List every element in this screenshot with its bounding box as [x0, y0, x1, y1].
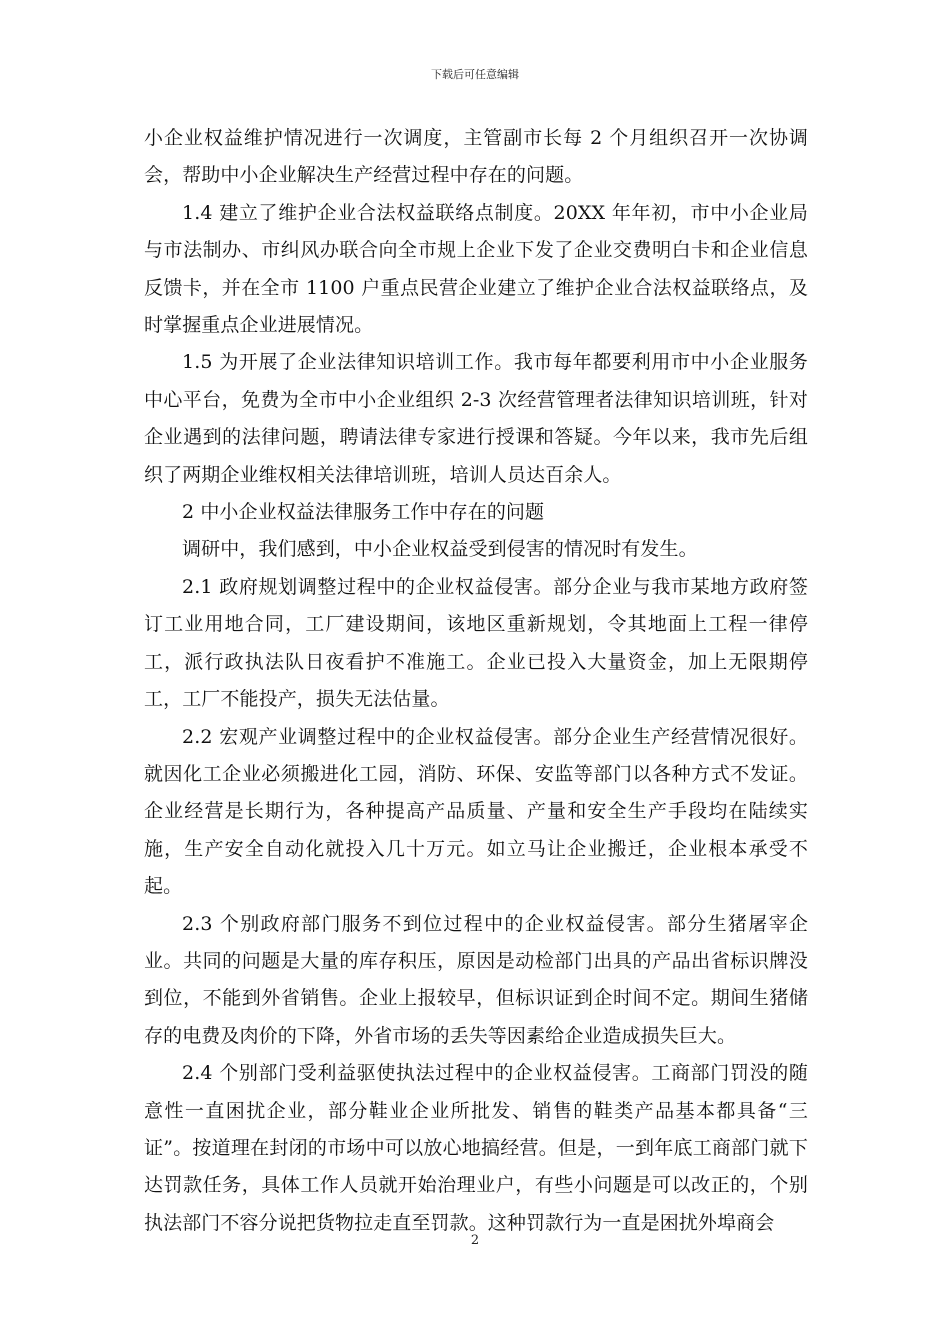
paragraph-1-5: 1.5 为开展了企业法律知识培训工作。我市每年都要利用市中小企业服务中心平台，免费为全市中小企业组织 2-3 次经营管理者法律知识培训班，针对企业遇到的法律问题，聘请法律专家进行授课和答疑。今年以来，我市先后组织了两期企业维权相关法律培训班，培训人员达百余人。 [144, 351, 808, 486]
page-header: 下载后可任意编辑 [431, 68, 519, 81]
paragraph-intro: 调研中，我们感到，中小企业权益受到侵害的情况时有发生。 [182, 538, 698, 561]
paragraph-2-1: 2.1 政府规划调整过程中的企业权益侵害。部分企业与我市某地方政府签订工业用地合同，工厂建设期间，该地区重新规划，令其地面上工程一律停工，派行政执法队日夜看护不准施工。企业已投入大量资金，加上无限期停工，工厂不能投产，损失无法估量。 [144, 575, 808, 711]
paragraph-2-4: 2.4 个别部门受利益驱使执法过程中的企业权益侵害。工商部门罚没的随意性一直困扰企业，部分鞋业企业所批发、销售的鞋类产品基本都具备“三证”。按道理在封闭的市场中可以放心地搞经营。但是，一到年底工商部门就下达罚款任务，具体工作人员就开始治理业户，有些小问题是可以改正的，个别执法部门不容分说把货物拉走直至罚款。这种罚款行为一直是困扰外埠商会 [144, 1062, 808, 1234]
paragraph-2-3: 2.3 个别政府部门服务不到位过程中的企业权益侵害。部分生猪屠宰企业。共同的问题是大量的库存积压，原因是动检部门出具的产品出省标识牌没到位，不能到外省销售。企业上报较早，但标识证到企时间不定。期间生猪储存的电费及肉价的下降，外省市场的丢失等因素给企业造成损失巨大。 [144, 912, 808, 1047]
paragraph-1: 小企业权益维护情况进行一次调度，主管副市长每 2 个月组织召开一次协调会，帮助中小企业解决生产经营过程中存在的问题。 [144, 127, 808, 187]
page-number: 2 [470, 1233, 480, 1248]
section-heading-2: 2 中小企业权益法律服务工作中存在的问题 [182, 501, 545, 524]
paragraph-2-2: 2.2 宏观产业调整过程中的企业权益侵害。部分企业生产经营情况很好。就因化工企业必须搬进化工园，消防、环保、安监等部门以各种方式不发证。企业经营是长期行为，各种提高产品质量、产量和安全生产手段均在陆续实施，生产安全自动化就投入几十万元。如立马让企业搬迁，企业根本承受不起。 [144, 725, 808, 898]
document-body [144, 120, 808, 1242]
paragraph-1-4: 1.4 建立了维护企业合法权益联络点制度。20XX 年年初，市中小企业局与市法制办、市纠风办联合向全市规上企业下发了企业交费明白卡和企业信息反馈卡，并在全市 1100 户重点民营企业建立了维护企业合法权益联络点，及时掌握重点企业进展情况。 [144, 201, 808, 337]
